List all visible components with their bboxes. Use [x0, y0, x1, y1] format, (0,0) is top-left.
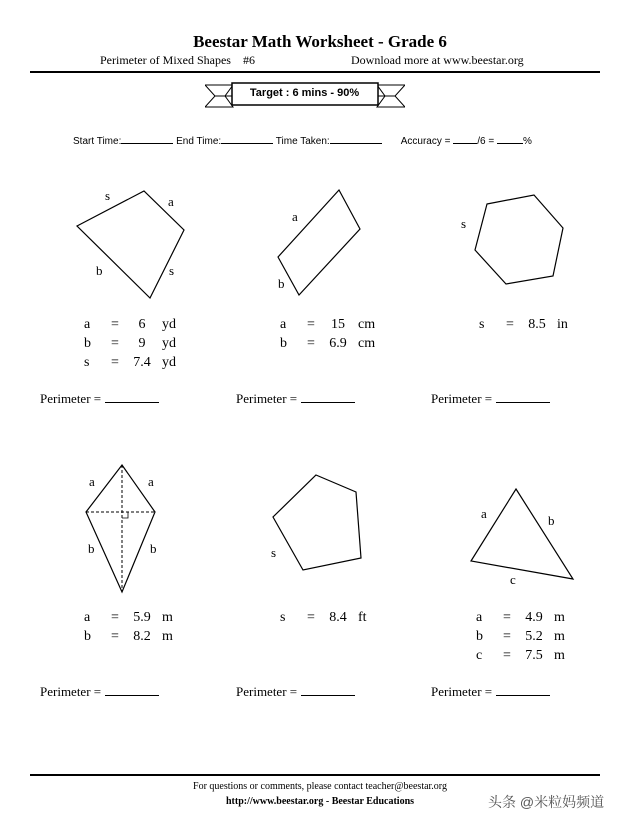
value-key: b	[476, 629, 483, 644]
value-key: s	[280, 610, 286, 625]
worksheet-subtitle	[100, 53, 255, 68]
hexagon-shape	[470, 190, 570, 286]
perimeter-label: Perimeter =	[236, 391, 298, 406]
accuracy-correct-blank	[453, 133, 477, 144]
value-row	[84, 315, 190, 334]
accuracy-label: Accuracy =	[400, 136, 451, 147]
value-row	[476, 608, 582, 627]
value-unit: cm	[358, 317, 376, 332]
equals-sign: =	[111, 629, 119, 644]
shape1-label-s-right: s	[169, 263, 175, 278]
equals-sign: =	[503, 629, 511, 644]
equals-sign: =	[503, 648, 511, 663]
perimeter-answer-5	[236, 683, 355, 700]
value-unit: yd	[162, 355, 176, 370]
value-number: 7.4	[133, 355, 151, 370]
perimeter-answer-6	[431, 683, 550, 700]
shape4-label-b-left: b	[88, 541, 95, 556]
value-key: s	[84, 355, 90, 370]
subtitle-number: #6	[242, 53, 255, 67]
value-key: b	[280, 336, 287, 351]
value-unit: cm	[358, 336, 376, 351]
perimeter-blank	[301, 683, 355, 696]
value-unit: m	[162, 629, 173, 644]
accuracy-percent-blank	[497, 133, 523, 144]
value-row	[479, 315, 585, 334]
equals-sign: =	[506, 317, 514, 332]
perimeter-label: Perimeter =	[431, 684, 493, 699]
end-time-label: End Time:	[176, 136, 222, 147]
value-number: 15	[331, 317, 345, 332]
start-time-label: Start Time:	[73, 136, 122, 147]
value-key: c	[476, 648, 483, 663]
shape5-label-s: s	[271, 545, 277, 560]
problem6-values	[476, 608, 582, 665]
end-time-blank	[221, 133, 273, 144]
worksheet-title: Beestar Math Worksheet - Grade 6	[193, 32, 447, 51]
footer-site: http://www.beestar.org - Beestar Educations	[225, 796, 415, 807]
perimeter-blank	[496, 390, 550, 403]
value-number: 7.5	[525, 648, 543, 663]
value-unit: in	[557, 317, 568, 332]
shape2-label-b: b	[278, 276, 285, 291]
value-unit: yd	[162, 317, 176, 332]
perimeter-blank	[301, 390, 355, 403]
value-number: 5.9	[133, 610, 151, 625]
value-number: 6.9	[329, 336, 347, 351]
value-unit: m	[554, 629, 565, 644]
perimeter-answer-3	[431, 390, 550, 407]
shape6-label-a: a	[481, 506, 487, 521]
value-number: 6	[138, 317, 146, 332]
perimeter-label: Perimeter =	[431, 391, 493, 406]
value-row	[84, 608, 190, 627]
perimeter-answer-2	[236, 390, 355, 407]
value-unit: m	[554, 610, 565, 625]
perimeter-answer-4	[40, 683, 159, 700]
shape1-label-a: a	[168, 194, 174, 209]
problem2-values	[280, 315, 386, 353]
value-key: a	[476, 610, 483, 625]
value-row	[280, 334, 386, 353]
equals-sign: =	[111, 355, 119, 370]
value-unit: m	[554, 648, 565, 663]
equals-sign: =	[307, 336, 315, 351]
perimeter-blank	[496, 683, 550, 696]
shape4-label-b-right: b	[150, 541, 157, 556]
subtitle-topic: Perimeter of Mixed Shapes	[100, 53, 231, 67]
value-key: a	[84, 610, 91, 625]
perimeter-label: Perimeter =	[236, 684, 298, 699]
value-unit: ft	[358, 610, 367, 625]
value-row	[280, 315, 386, 334]
parallelogram-shape	[272, 185, 367, 300]
value-key: s	[479, 317, 485, 332]
value-unit: yd	[162, 336, 176, 351]
time-taken-label: Time Taken:	[275, 136, 330, 147]
equals-sign: =	[111, 336, 119, 351]
perimeter-blank	[105, 683, 159, 696]
value-number: 8.4	[329, 610, 347, 625]
value-row	[476, 627, 582, 646]
quadrilateral-shape	[70, 185, 195, 303]
start-time-blank	[121, 133, 173, 144]
value-row	[84, 627, 190, 646]
value-number: 5.2	[525, 629, 543, 644]
shape4-label-a-left: a	[89, 474, 95, 489]
download-note: Download more at www.beestar.org	[351, 53, 524, 67]
perimeter-label: Perimeter =	[40, 391, 102, 406]
value-key: a	[280, 317, 287, 332]
equals-sign: =	[307, 317, 315, 332]
value-number: 8.5	[528, 317, 546, 332]
problem4-values	[84, 608, 190, 646]
shape6-label-c: c	[510, 572, 516, 587]
value-row	[84, 353, 190, 372]
accuracy-end: %	[523, 136, 532, 147]
footer-divider	[30, 774, 600, 776]
time-accuracy-line	[73, 133, 532, 147]
accuracy-mid: /6 =	[477, 136, 495, 147]
target-label: Target : 6 mins - 90%	[249, 87, 360, 99]
shape1-label-s-top: s	[105, 188, 111, 203]
pentagon-shape	[268, 470, 368, 576]
perimeter-blank	[105, 390, 159, 403]
problem5-values	[280, 608, 386, 627]
perimeter-label: Perimeter =	[40, 684, 102, 699]
equals-sign: =	[111, 610, 119, 625]
value-number: 9	[138, 336, 146, 351]
equals-sign: =	[307, 610, 315, 625]
shape1-label-b: b	[96, 263, 103, 278]
equals-sign: =	[503, 610, 511, 625]
shape4-label-a-right: a	[148, 474, 154, 489]
perimeter-answer-1	[40, 390, 159, 407]
value-key: a	[84, 317, 91, 332]
time-taken-blank	[330, 133, 382, 144]
value-row	[84, 334, 190, 353]
problem3-values	[479, 315, 585, 334]
value-unit: m	[162, 610, 173, 625]
value-row	[476, 646, 582, 665]
shape2-label-a: a	[292, 209, 298, 224]
shape3-label-s: s	[461, 216, 467, 231]
shape6-label-b: b	[548, 513, 555, 528]
value-row	[280, 608, 386, 627]
triangle-shape	[466, 484, 578, 584]
watermark: 头条 @米粒妈频道	[488, 794, 605, 810]
problem1-values	[84, 315, 190, 372]
value-number: 8.2	[133, 629, 151, 644]
footer-contact: For questions or comments, please contact teacher@beestar.org	[193, 781, 447, 792]
header-divider	[30, 71, 600, 73]
value-number: 4.9	[525, 610, 543, 625]
value-key: b	[84, 629, 91, 644]
equals-sign: =	[111, 317, 119, 332]
value-key: b	[84, 336, 91, 351]
